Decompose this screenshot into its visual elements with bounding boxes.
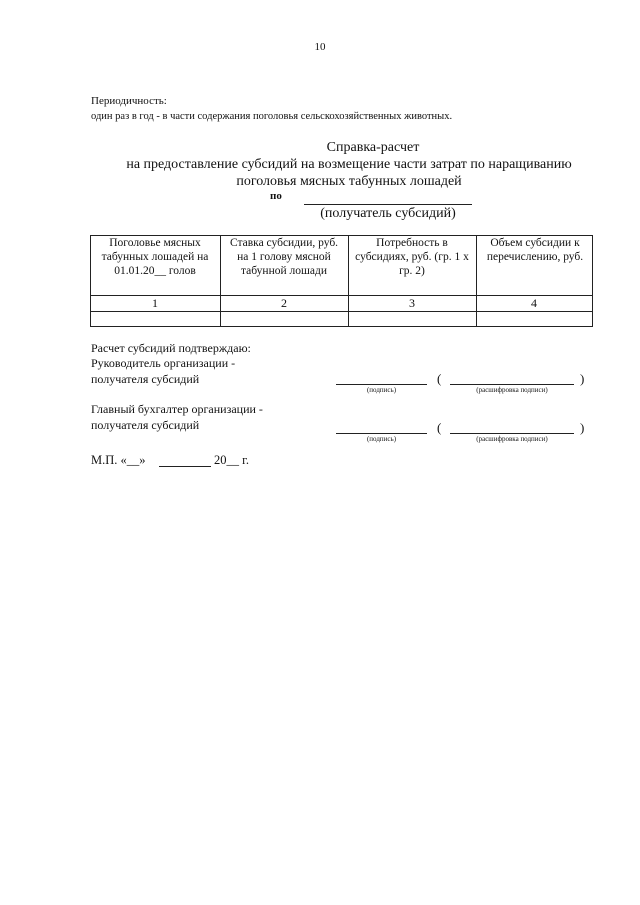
table-line-col2 bbox=[348, 235, 349, 327]
table-header-rate: Ставка субсидии, руб. на 1 голову мясной табунной лошади bbox=[229, 237, 339, 277]
accountant-title-line1: Главный бухгалтер организации - bbox=[91, 402, 263, 416]
head-title-line2: получателя субсидий bbox=[91, 372, 200, 386]
accountant-decoding-caption: (расшифровка подписи) bbox=[476, 435, 548, 443]
table-header-livestock: Поголовье мясных табунных лошадей на 01.01.20__ голов bbox=[101, 237, 209, 277]
table-header-need: Потребность в субсидиях, руб. (гр. 1 х гр. 2) bbox=[355, 237, 469, 277]
recipient-blank-line bbox=[304, 204, 472, 205]
seal-year: 20__ г. bbox=[214, 453, 249, 467]
recipient-caption: (получатель субсидий) bbox=[320, 206, 456, 221]
document-subtitle-line2: поголовья мясных табунных лошадей bbox=[236, 174, 462, 189]
head-paren-close: ) bbox=[580, 371, 585, 386]
periodicity-text: один раз в год - в части содержания поголовья сельскохозяйственных животных. bbox=[91, 111, 453, 122]
table-line-bottom bbox=[90, 326, 593, 327]
subsidy-table bbox=[90, 235, 593, 327]
confirm-text: Расчет субсидий подтверждаю: bbox=[91, 341, 251, 355]
document-title: Справка-расчет bbox=[326, 140, 420, 155]
table-col-number: 4 bbox=[531, 296, 537, 310]
table-header-transfer: Объем субсидии к перечислению, руб. bbox=[486, 237, 584, 263]
accountant-decoding-line bbox=[450, 433, 574, 434]
seal-date-mp: М.П. «__» bbox=[91, 453, 146, 467]
table-col-number: 1 bbox=[152, 296, 158, 310]
head-signature-caption: (подпись) bbox=[366, 386, 397, 394]
accountant-signature-line bbox=[336, 433, 427, 434]
table-col-number: 2 bbox=[281, 296, 287, 310]
accountant-paren-close: ) bbox=[580, 420, 585, 435]
head-signature-line bbox=[336, 384, 427, 385]
head-paren-open: ( bbox=[437, 371, 442, 386]
table-line-col1 bbox=[220, 235, 221, 327]
page-number: 10 bbox=[314, 41, 326, 53]
table-line-numbers-bottom bbox=[90, 311, 593, 312]
table-line-col3 bbox=[476, 235, 477, 327]
head-decoding-line bbox=[450, 384, 574, 385]
periodicity-label: Периодичность: bbox=[91, 95, 167, 107]
accountant-title-line2: получателя субсидий bbox=[91, 418, 200, 432]
accountant-signature-caption: (подпись) bbox=[366, 435, 397, 443]
head-decoding-caption: (расшифровка подписи) bbox=[476, 386, 548, 394]
table-line-right bbox=[592, 235, 593, 327]
table-line-left bbox=[90, 235, 91, 327]
table-col-number: 3 bbox=[409, 296, 415, 310]
po-label: по bbox=[270, 190, 282, 202]
accountant-paren-open: ( bbox=[437, 420, 442, 435]
head-title-line1: Руководитель организации - bbox=[91, 356, 236, 370]
seal-month-blank bbox=[159, 466, 211, 467]
document-subtitle-line1: на предоставление субсидий на возмещение части затрат по наращиванию bbox=[126, 157, 572, 172]
